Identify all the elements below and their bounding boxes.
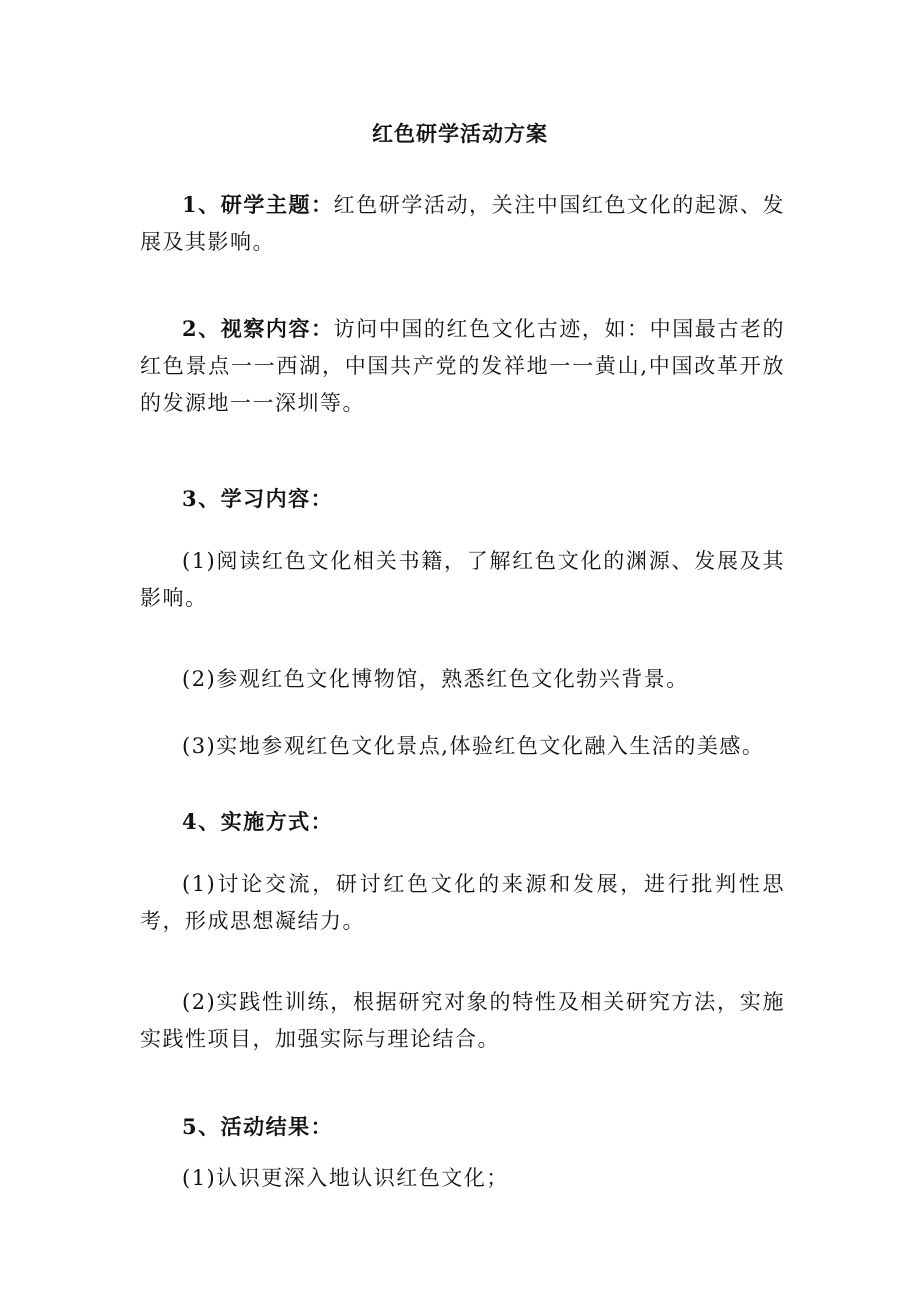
section-4-item-2: (2)实践性训练，根据研究对象的特性及相关研究方法，实施实践性项目，加强实际与理论结合。 [140,990,785,1051]
section-3-item-3: (3)实地参观红色文化景点,体验红色文化融入生活的美感。 [182,734,765,758]
section-2-body: 访问中国的红色文化古迹，如：中国最古老的红色景点一一西湖，中国共产党的发祥地一一黄山,中国改革开放的发源地一一深圳等。 [140,317,785,415]
section-5-heading: 5、活动结果： [182,1114,334,1139]
section-3-item-1: (1)阅读红色文化相关书籍，了解红色文化的渊源、发展及其影响。 [140,549,785,610]
section-4-item-1: (1)讨论交流，研讨红色文化的来源和发展，进行批判性思考，形成思想凝结力。 [140,872,785,933]
section-1-paragraph [140,186,785,261]
section-5-item-1: (1)认识更深入地认识红色文化； [182,1166,509,1190]
section-2-paragraph [140,310,785,422]
section-2-heading: 2、视察内容： [182,316,334,341]
section-4-heading-paragraph [140,803,785,841]
section-4-heading: 4、实施方式： [182,809,334,834]
document-title: 红色研学活动方案 [372,121,548,146]
section-3-heading: 3、学习内容： [182,486,334,511]
section-5-heading-paragraph [140,1108,785,1146]
section-3-heading-paragraph [140,480,785,518]
section-3-item-2: (2)参观红色文化博物馆，熟悉红色文化勃兴背景。 [182,667,689,691]
section-1-heading: 1、研学主题： [182,192,334,217]
section-1-body: 红色研学活动，关注中国红色文化的起源、发展及其影响。 [140,193,785,254]
